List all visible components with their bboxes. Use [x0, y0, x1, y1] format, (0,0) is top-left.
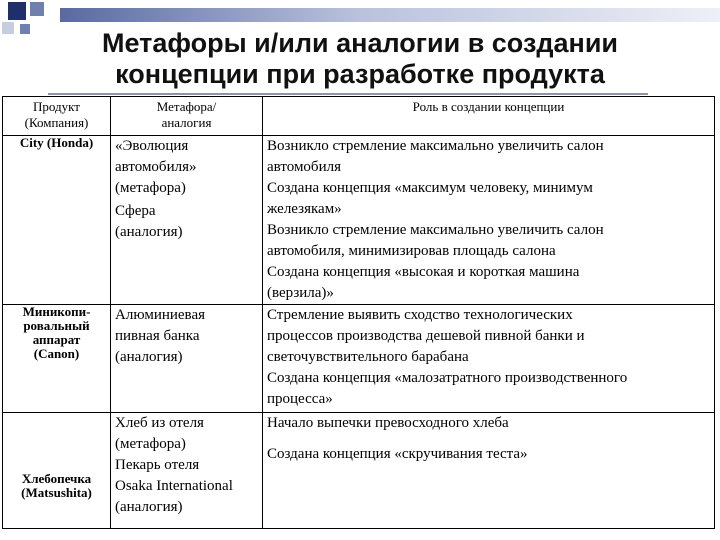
company-name: City (Honda) — [19, 135, 94, 150]
metaphor-text: Алюминиевая — [115, 307, 205, 323]
metaphor-text: Сфера — [115, 203, 156, 219]
role-text: светочувствительного барабана — [267, 349, 469, 365]
role-text: Создана концепция «малозатратного производственного — [267, 370, 628, 386]
role-text: (верзила)» — [267, 285, 334, 301]
title-divider — [48, 93, 648, 95]
slide-title-line-1: Метафоры и/или аналогии в создании — [101, 28, 619, 58]
role-spacer — [267, 434, 710, 444]
metaphor-cell — [111, 413, 263, 529]
table-row — [3, 305, 715, 413]
role-cell — [263, 305, 715, 413]
metaphor-text: (аналогия) — [115, 224, 183, 240]
metaphor-text: (метафора) — [115, 436, 186, 452]
decor-square-light — [2, 22, 14, 34]
company-cell — [3, 305, 111, 413]
company-cell — [3, 413, 111, 529]
role-cell — [263, 136, 715, 305]
table-row — [3, 136, 715, 305]
role-text: автомобиля — [267, 159, 341, 175]
metaphor-text: автомобиля» — [115, 159, 197, 175]
decor-square-mid — [30, 2, 44, 16]
slide-title-line-2: концепции при разработке продукта — [115, 59, 605, 89]
header-metaphor-line-1: Метафора/ — [156, 99, 217, 114]
metaphor-text: Osaka International — [115, 478, 233, 494]
decor-square-dark — [8, 2, 26, 20]
metaphor-text: «Эволюция — [115, 138, 189, 154]
company-name: Миникопи- — [22, 304, 91, 319]
company-name: Хлебопечка — [21, 470, 92, 486]
role-text: процесса» — [267, 391, 333, 407]
company-name: аппарат — [32, 332, 81, 347]
header-product-line-1: Продукт — [33, 99, 80, 114]
role-text: Возникло стремление максимально увеличить салон — [267, 138, 604, 154]
metaphor-text: (метафора) — [115, 180, 186, 196]
metaphor-text: (аналогия) — [115, 499, 183, 515]
role-text: Создана концепция «высокая и короткая машина — [267, 264, 580, 280]
role-cell — [263, 413, 715, 529]
role-text: Возникло стремление максимально увеличить салон — [267, 222, 604, 238]
table-row — [3, 413, 715, 529]
concept-table — [2, 96, 715, 529]
metaphor-cell — [111, 136, 263, 305]
metaphor-text: Хлеб из отеля — [115, 415, 204, 431]
header-product — [3, 97, 111, 136]
company-name: ровальный — [23, 318, 90, 333]
role-text: Создана концепция «скручивания теста» — [267, 446, 528, 462]
slide-title — [20, 28, 700, 90]
metaphor-text: Пекарь отеля — [115, 457, 200, 473]
header-metaphor-line-2: аналогия — [161, 115, 212, 130]
metaphor-text: (аналогия) — [115, 349, 183, 365]
decor-top-bar — [60, 8, 720, 22]
header-role: Роль в создании концепции — [263, 97, 715, 136]
header-metaphor — [111, 97, 263, 136]
role-text: Начало выпечки превосходного хлеба — [267, 415, 509, 431]
role-text: Создана концепция «максимум человеку, минимум — [267, 180, 593, 196]
role-text: автомобиля, минимизировав площадь салона — [267, 243, 556, 259]
company-name: (Canon) — [33, 346, 80, 361]
role-text: Стремление выявить сходство технологических — [267, 307, 573, 323]
metaphor-cell — [111, 305, 263, 413]
role-text: железякам» — [267, 201, 342, 217]
header-product-line-2: (Компания) — [24, 115, 89, 130]
company-cell — [3, 136, 111, 305]
table-header-row — [3, 97, 715, 136]
company-name: (Matsushita) — [21, 484, 92, 500]
role-text: процессов производства дешевой пивной банки и — [267, 328, 585, 344]
metaphor-text: пивная банка — [115, 328, 200, 344]
